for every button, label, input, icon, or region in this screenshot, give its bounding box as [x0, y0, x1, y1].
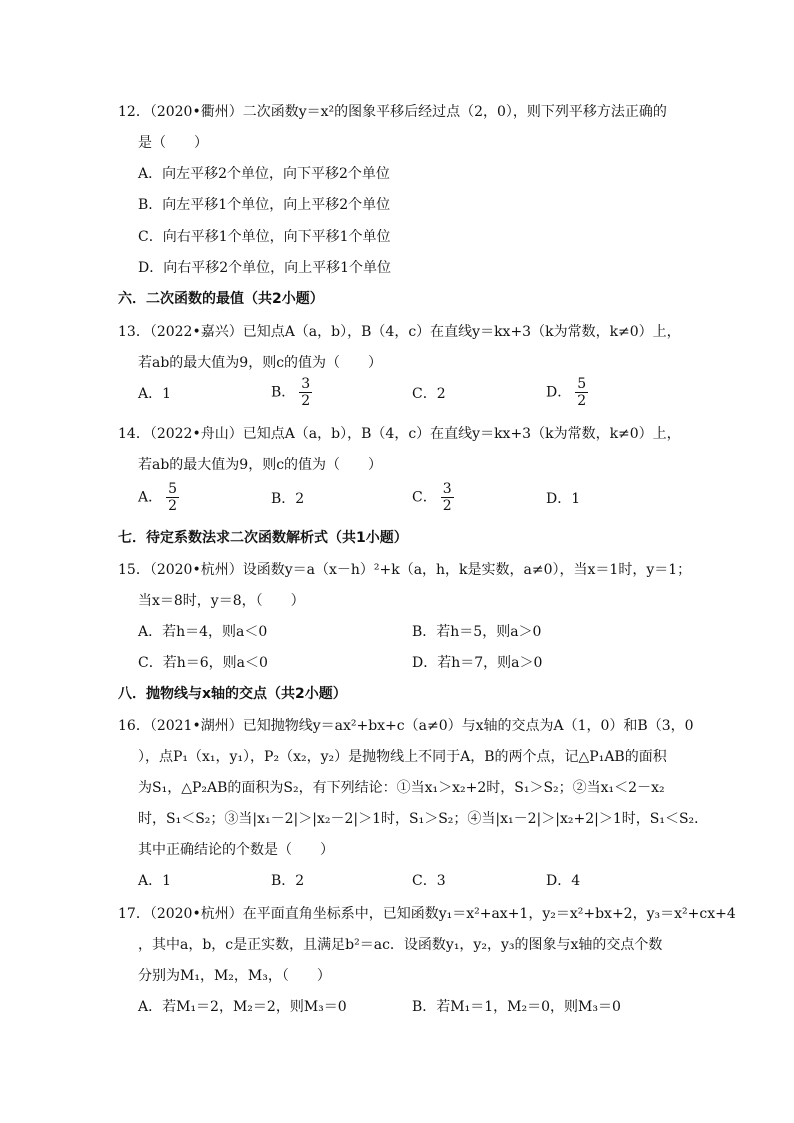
- q15-option-d: D．若h＝7，则a＞0: [412, 655, 543, 671]
- q16-option-a: A．1: [138, 873, 172, 889]
- fraction: [575, 376, 588, 409]
- q14-option-c: [412, 481, 454, 514]
- q13-stem-line2: 若ab的最大值为9，则c的值为（ ）: [138, 355, 383, 371]
- q13-stem-line1: 13．（2022•嘉兴）已知点A（a，b），B（4，c）在直线y＝kx+3（k为常数，k≠0）上，: [118, 324, 681, 340]
- q13-option-d: [546, 376, 588, 409]
- q16-stem-line3: 为S₁，△P₂AB的面积为S₂，有下列结论：①当x₁＞x₂+2时，S₁＞S₂；②当x₁＜2－x₂: [138, 780, 665, 796]
- q12-option-d: D．向右平移2个单位，向上平移1个单位: [138, 260, 392, 276]
- q13-option-a: A．1: [138, 386, 172, 402]
- q17-stem-line1: 17．（2020•杭州）在平面直角坐标系中，已知函数y₁＝x²+ax+1，y₂＝x²+bx+2，y₃＝x²+cx+4: [118, 906, 736, 922]
- q15-stem-line2: 当x＝8时，y＝8，（ ）: [138, 593, 305, 609]
- q15-stem-line1: 15．（2020•杭州）设函数y＝a（x－h）²+k（a，h，k是实数，a≠0），当x＝1时，y＝1；: [118, 562, 692, 578]
- q14-stem-line2: 若ab的最大值为9，则c的值为（ ）: [138, 457, 383, 473]
- q14-stem-line1: 14．（2022•舟山）已知点A（a，b），B（4，c）在直线y＝kx+3（k为常数，k≠0）上，: [118, 426, 681, 442]
- q13-option-c: C．2: [412, 386, 446, 402]
- q14-option-c-denominator: 2: [442, 498, 452, 514]
- q16-stem-line5: 其中正确结论的个数是（ ）: [138, 842, 334, 858]
- section-heading-7: 七．待定系数法求二次函数解析式（共1小题）: [118, 530, 408, 546]
- q14-option-a-numerator: 5: [168, 481, 178, 497]
- q12-stem-line1: 12．（2020•衢州）二次函数y＝x²的图象平移后经过点（2，0），则下列平移方法正确的: [118, 104, 667, 120]
- fraction: [166, 481, 179, 514]
- q12-stem-line2: 是（ ）: [138, 135, 208, 151]
- q12-option-a: A．向左平移2个单位，向下平移2个单位: [138, 166, 390, 182]
- q14-option-a-denominator: 2: [168, 498, 178, 514]
- q13-option-d-denominator: 2: [577, 393, 587, 409]
- fraction: [299, 376, 312, 409]
- q17-option-b: B．若M₁＝1，M₂＝0，则M₃＝0: [412, 999, 621, 1015]
- q15-option-b: B．若h＝5，则a＞0: [412, 624, 542, 640]
- q13-option-b-label: B．: [271, 384, 296, 401]
- q16-stem-line2: ），点P₁（x₁，y₁），P₂（x₂，y₂）是抛物线上不同于A，B的两个点，记△P₁AB的面积: [138, 749, 667, 765]
- q17-stem-line2: ，其中a，b，c是正实数，且满足b²＝ac．设函数y₁，y₂，y₃的图象与x轴的交点个数: [138, 937, 663, 953]
- q14-option-a-label: A．: [138, 489, 163, 506]
- section-heading-6: 六．二次函数的最值（共2小题）: [118, 291, 324, 307]
- section-heading-8: 八．抛物线与x轴的交点（共2小题）: [118, 686, 347, 702]
- q14-option-d: D．1: [546, 491, 581, 507]
- q12-option-b: B．向左平移1个单位，向上平移2个单位: [138, 197, 391, 213]
- q13-option-d-label: D．: [546, 384, 572, 401]
- q13-option-d-numerator: 5: [577, 376, 587, 392]
- q16-option-b: B．2: [271, 873, 305, 889]
- q14-option-c-numerator: 3: [442, 481, 452, 497]
- q14-option-c-label: C．: [412, 489, 437, 506]
- q16-stem-line1: 16．（2021•湖州）已知抛物线y＝ax²+bx+c（a≠0）与x轴的交点为A（1，0）和B（3，0: [118, 718, 694, 734]
- q17-option-a: A．若M₁＝2，M₂＝2，则M₃＝0: [138, 999, 347, 1015]
- q12-option-c: C．向右平移1个单位，向下平移1个单位: [138, 229, 391, 245]
- q16-stem-line4: 时，S₁＜S₂；③当|x₁－2|＞|x₂－2|＞1时，S₁＞S₂；④当|x₁－2|＞|x₂+2|＞1时，S₁＜S₂．: [138, 811, 709, 827]
- q15-option-c: C．若h＝6，则a＜0: [138, 655, 268, 671]
- fraction: [441, 481, 454, 514]
- q13-option-b: [271, 376, 312, 409]
- q13-option-b-denominator: 2: [301, 393, 311, 409]
- q17-stem-line3: 分别为M₁，M₂，M₃，（ ）: [138, 968, 331, 984]
- q16-option-c: C．3: [412, 873, 446, 889]
- q14-option-a: [138, 481, 179, 514]
- q13-option-b-numerator: 3: [301, 376, 311, 392]
- q16-option-d: D．4: [546, 873, 581, 889]
- q14-option-b: B．2: [271, 491, 305, 507]
- q15-option-a: A．若h＝4，则a＜0: [138, 624, 268, 640]
